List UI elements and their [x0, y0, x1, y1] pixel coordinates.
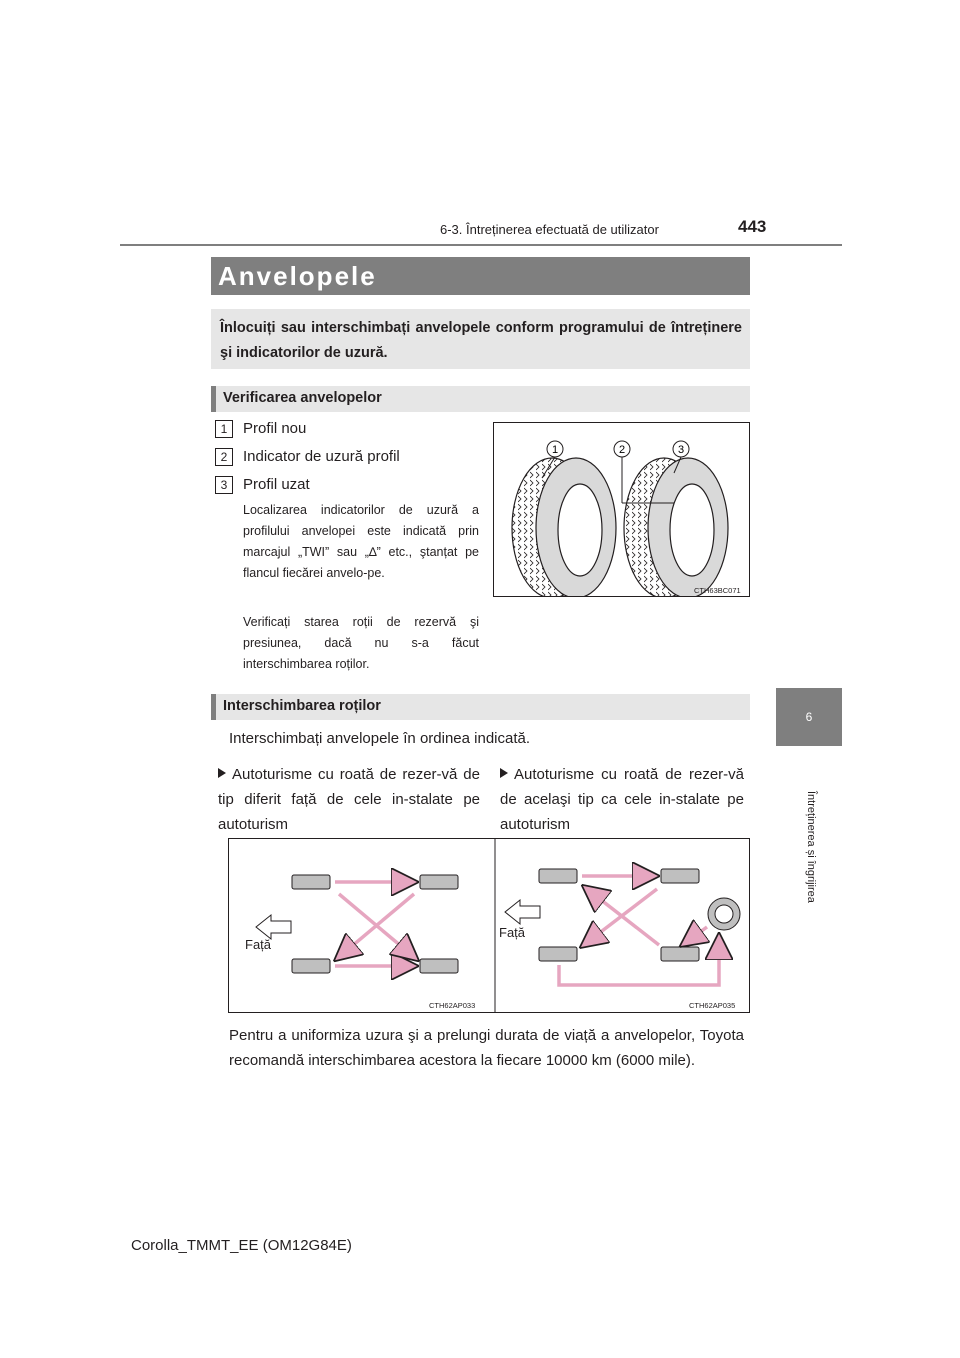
- item-label-new-tread: Profil nou: [243, 420, 307, 437]
- front-label-right: Față: [499, 925, 526, 940]
- tire-illustration: [494, 423, 749, 596]
- item-number-2: 2: [215, 448, 233, 466]
- item-number-3: 3: [215, 476, 233, 494]
- footer-model-code: Corolla_TMMT_EE (OM12G84E): [131, 1237, 352, 1254]
- page-title: Anvelopele: [218, 261, 377, 291]
- item-label-wear-indicator: Indicator de uzură profil: [243, 448, 400, 465]
- section-heading-tire-check: Verificarea anvelopelor: [223, 390, 382, 406]
- bullet-triangle-icon: [500, 768, 508, 778]
- chapter-tab-number: 6: [776, 688, 842, 746]
- bullet-triangle-icon: [218, 768, 226, 778]
- rotation-case-different-spare: [218, 762, 480, 837]
- rotation-recommendation: Pentru a uniformiza uzura şi a prelungi durata de viață a anvelopelor, Toyota recomandă interschimbarea acestora la fiecare 10000 km (6000 mile).: [229, 1027, 744, 1069]
- item-label-worn-tread: Profil uzat: [243, 476, 310, 493]
- chapter-tab-label: Întreținerea și îngrijirea: [805, 791, 817, 903]
- intro-text: Înlocuiți sau interschimbați anvelopele conform programului de întreținere şi indicatorilor de uzură.: [220, 320, 742, 361]
- rotation-case-same-spare: [500, 762, 744, 837]
- running-header-section: 6-3. Întreținerea efectuată de utilizator: [440, 222, 659, 237]
- figure-code-rotation-left: CTH62AP033: [429, 1001, 476, 1010]
- svg-text:1: 1: [551, 444, 559, 456]
- svg-text:2: 2: [618, 444, 626, 456]
- rotation-instruction: Interschimbați anvelopele în ordinea indicată.: [229, 730, 531, 747]
- figure-code-rotation-right: CTH62AP035: [689, 1001, 736, 1010]
- section-heading-rotation: Interschimbarea roților: [223, 698, 381, 714]
- rotation-figure: [228, 838, 750, 1013]
- note-spare-check: Verificați starea roții de rezervă şi presiunea, dacă nu s-a făcut interschimbarea roților.: [243, 615, 479, 671]
- svg-text:3: 3: [677, 444, 685, 456]
- page-number: 443: [738, 217, 767, 236]
- tire-wear-figure: [493, 422, 750, 597]
- note-twi-location: Localizarea indicatorilor de uzură a profilului anvelopei este indicată prin marcajul „TWI” sau „∆” etc., ştanțat pe flancul fiecărei anvelo-pe.: [243, 503, 479, 580]
- front-label-left: Față: [245, 937, 272, 952]
- case-same-spare-text: Autoturisme cu roată de rezer-vă de acelaşi tip ca cele in-stalate pe autoturism: [500, 766, 744, 833]
- figure-code-tire: CTH63BC071: [694, 586, 741, 595]
- rotation-diagrams: [229, 839, 749, 1012]
- case-different-spare-text: Autoturisme cu roată de rezer-vă de tip diferit față de cele in-stalate pe autoturism: [218, 766, 480, 833]
- header-rule: [120, 244, 842, 246]
- item-number-1: 1: [215, 420, 233, 438]
